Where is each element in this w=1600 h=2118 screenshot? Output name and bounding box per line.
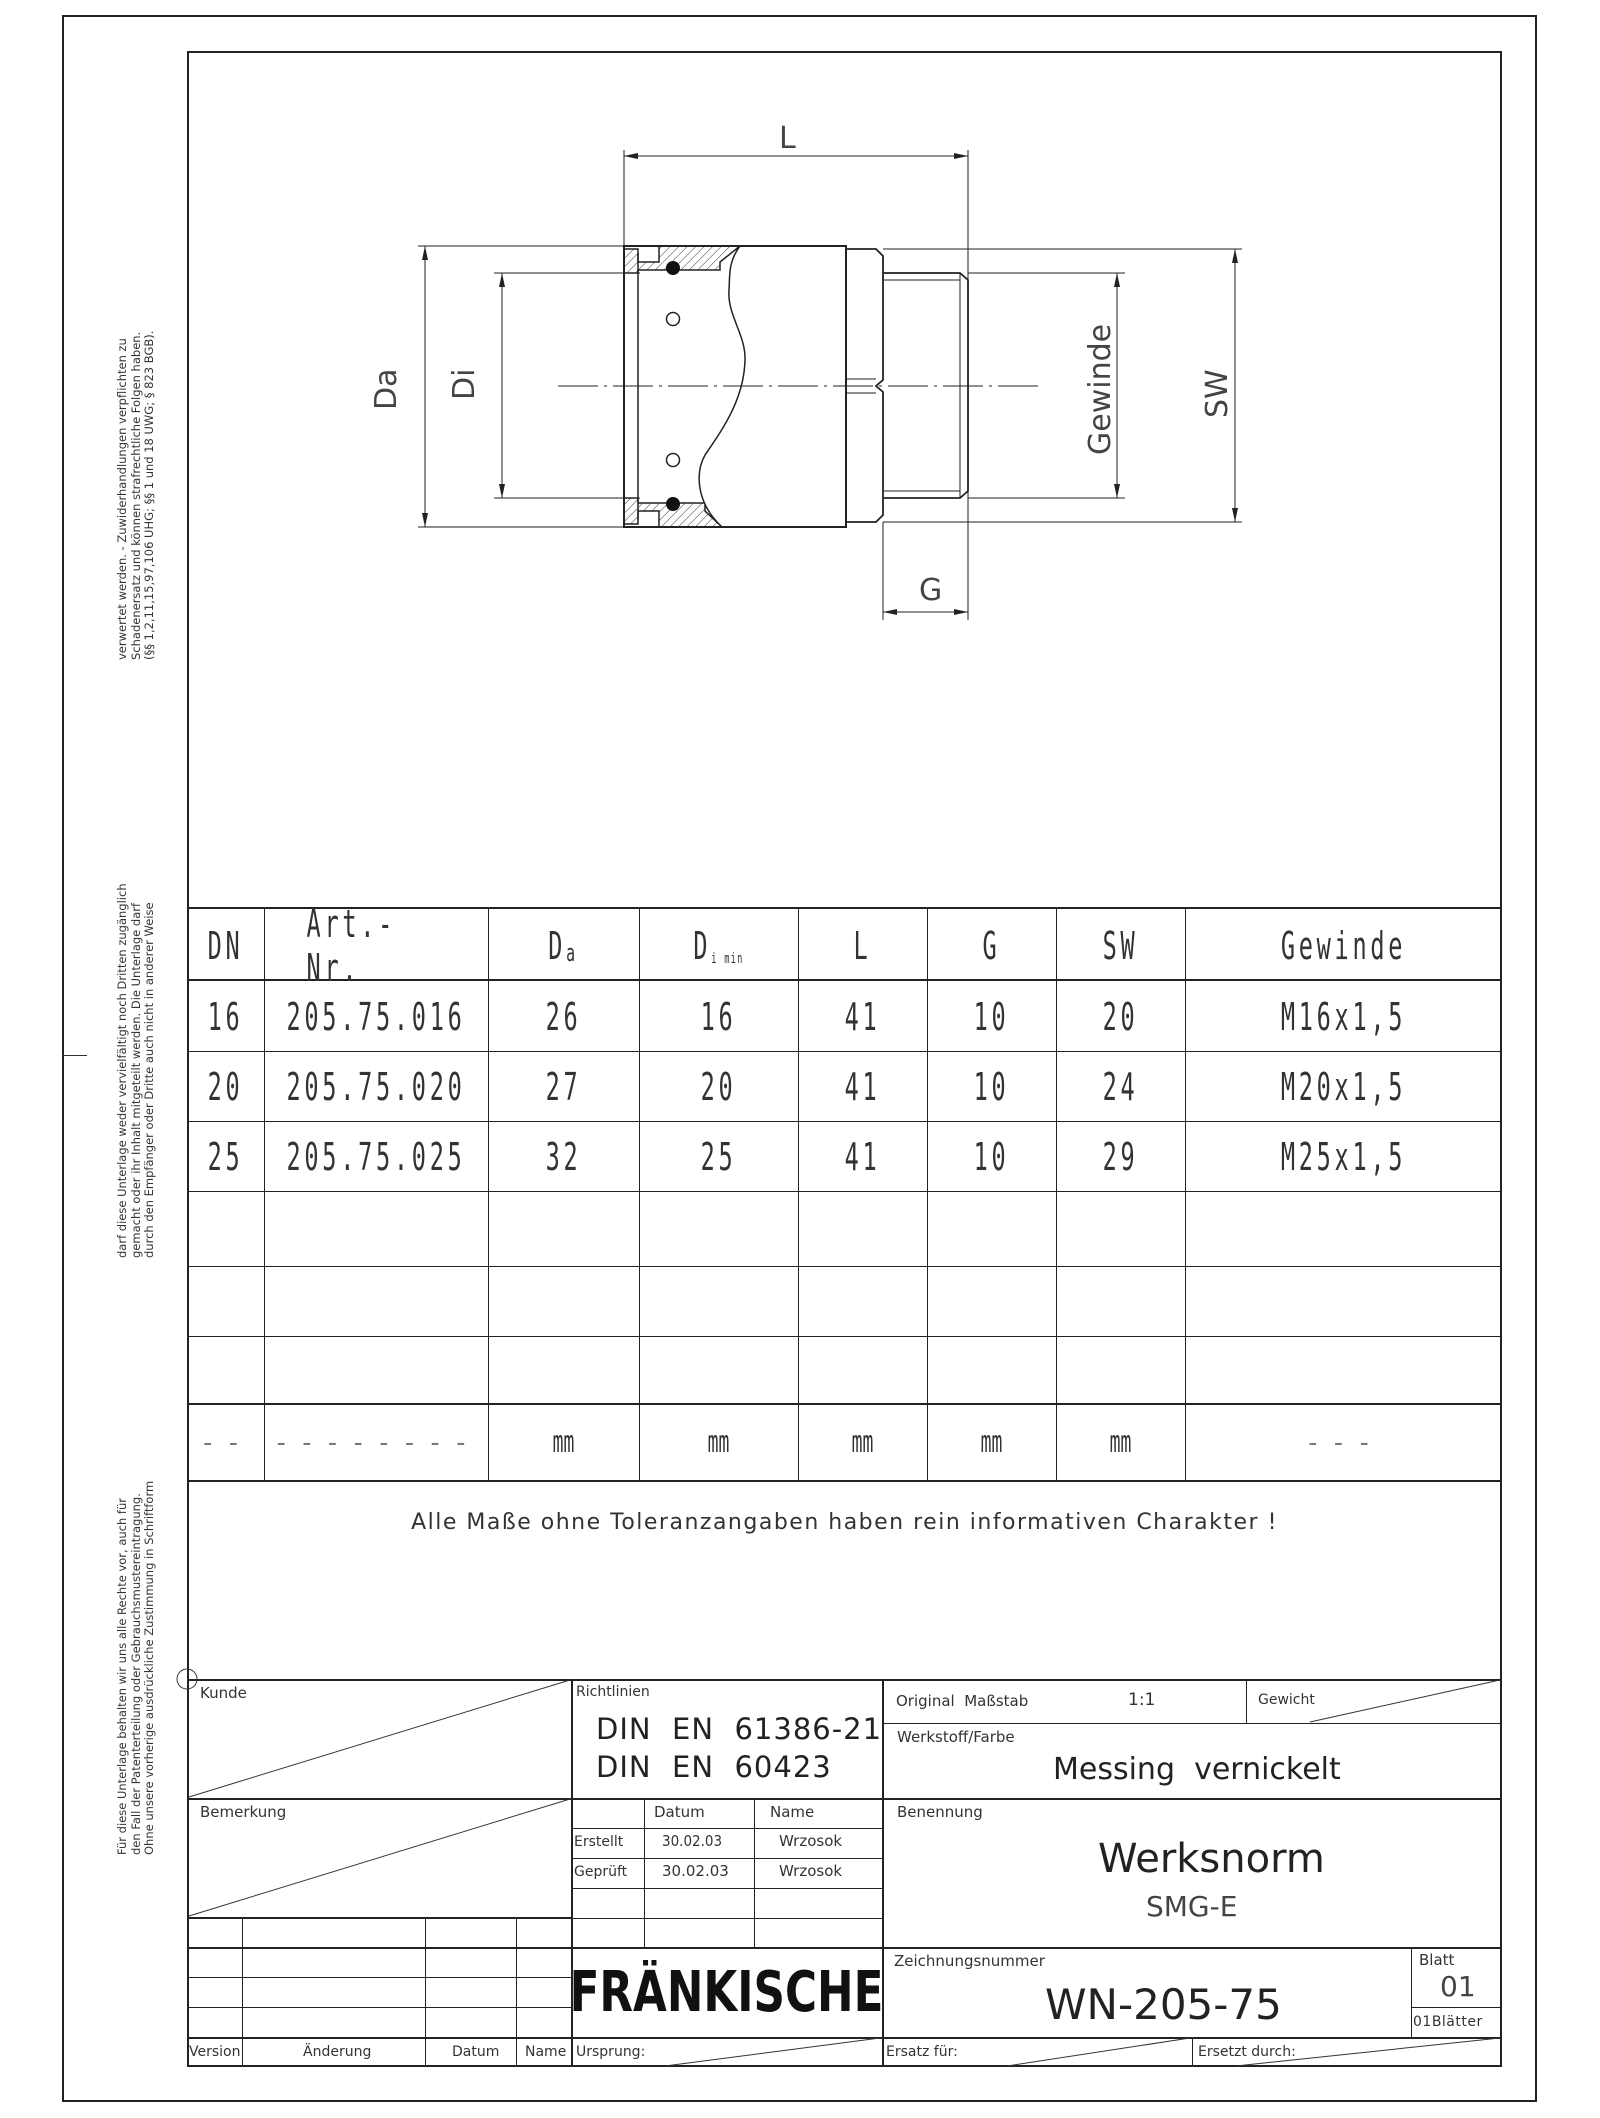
geprueft-label: Geprüft [574, 1864, 628, 1880]
geprueft-datum: 30.02.03 [662, 1862, 729, 1880]
datum-header: Datum [654, 1803, 705, 1821]
dim-label-SW: SW [1200, 369, 1235, 418]
werkstoff-value: Messing vernickelt [1053, 1752, 1341, 1787]
header-di-min: D i min [693, 923, 744, 968]
ersatz-label: Ersatz für: [886, 2044, 958, 2060]
header-gewinde: Gewinde [1280, 923, 1407, 968]
blaetter-value: 01Blätter [1413, 2014, 1483, 2030]
ursprung-label: Ursprung: [576, 2044, 646, 2060]
name-header: Name [770, 1803, 815, 1821]
erstellt-label: Erstellt [574, 1834, 624, 1850]
revision-header-version: Version [189, 2044, 241, 2060]
header-dn: DN [207, 923, 244, 968]
massstab-value: 1:1 [1128, 1690, 1156, 1710]
richtlinie-2: DIN EN 60423 [596, 1750, 832, 1784]
tolerance-note: Alle Maße ohne Toleranzangaben haben rein informativen Charakter ! [411, 1510, 1278, 1535]
revision-header-name: Name [525, 2044, 567, 2060]
revision-header-aenderung: Änderung [303, 2044, 372, 2060]
geprueft-name: Wrzosok [779, 1862, 843, 1880]
bemerkung-label: Bemerkung [200, 1803, 287, 1821]
massstab-label: Original Maßstab [896, 1692, 1029, 1710]
dim-label-Di: Di [447, 368, 482, 400]
ersetzt-label: Ersetzt durch: [1198, 2044, 1296, 2060]
blatt-label: Blatt [1419, 1951, 1455, 1969]
dim-label-Da: Da [369, 368, 404, 410]
zeichnungsnummer-value: WN-205-75 [1045, 1980, 1282, 2029]
revision-header-datum: Datum [452, 2044, 500, 2060]
kunde-label: Kunde [200, 1684, 247, 1702]
benennung-sub: SMG-E [1146, 1890, 1238, 1923]
richtlinien-label: Richtlinien [576, 1684, 650, 1700]
richtlinie-1: DIN EN 61386-21 [596, 1712, 883, 1746]
werkstoff-label: Werkstoff/Farbe [897, 1728, 1015, 1746]
header-da: D a [548, 923, 579, 968]
benennung-value: Werksnorm [1098, 1836, 1325, 1882]
dim-label-Gewinde: Gewinde [1083, 323, 1118, 455]
margin-notice-block-2: darf diese Unterlage weder vervielfältigt noch Dritten zugänglich gemacht oder ihr Inhalt mitgeteilt werden. Die Unterlage darf durch den Empfänger oder Dritte auch nicht in anderer Weise [115, 883, 156, 1258]
blatt-value: 01 [1440, 1970, 1476, 2003]
erstellt-name: Wrzosok [779, 1832, 843, 1850]
header-g: G [982, 923, 1001, 968]
margin-notice-block-3: Für diese Unterlage behalten wir uns alle Rechte vor, auch für den Fall der Patenterteilung oder Gebrauchsmustereintragung. Ohne unsere vorherige ausdrückliche Zustimmung in Schriftform [115, 1480, 156, 1855]
benennung-label: Benennung [897, 1803, 983, 1821]
company-logo: FRÄNKISCHE [569, 1959, 884, 2025]
erstellt-datum: 30.02.03 [662, 1832, 723, 1850]
header-sw: SW [1102, 923, 1139, 968]
margin-notice-block-1: verwertet werden. - Zuwiderhandlungen verpflichten zu Schadenersatz und können strafrechtliche Folgen haben. (§§ 1,2,11,15,97,106 UHG; §§ 1 und 18 UWG; § 823 BGB). [115, 330, 156, 660]
header-l: L [853, 923, 872, 968]
zeichnungsnummer-label: Zeichnungsnummer [894, 1952, 1045, 1970]
dim-label-L: L [779, 121, 796, 156]
dim-label-G: G [919, 573, 943, 608]
gewicht-label: Gewicht [1258, 1692, 1315, 1708]
header-art-nr: Art.-Nr. [306, 901, 397, 990]
